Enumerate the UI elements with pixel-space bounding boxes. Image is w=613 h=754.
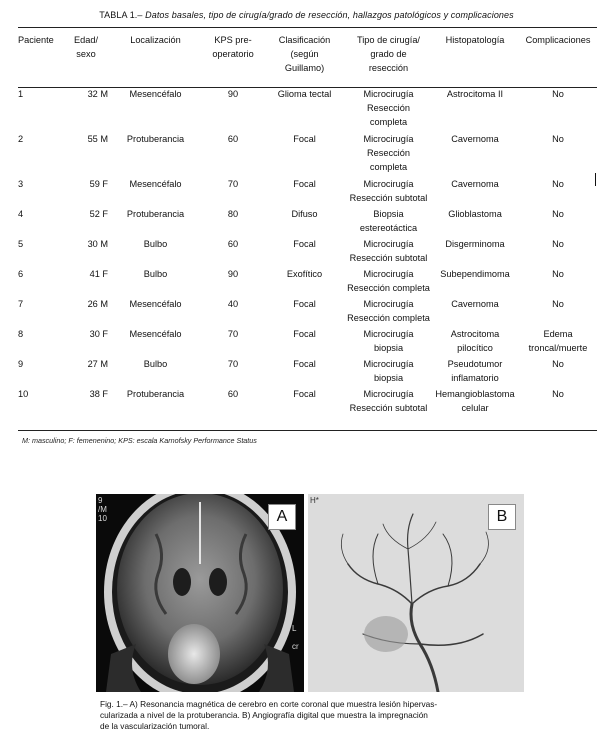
cell-tipo-cirugia: Microcirugía Resección completa	[347, 269, 430, 293]
cell-clasificacion: Focal	[293, 239, 316, 249]
text-cursor-mark	[595, 173, 596, 186]
cell-tipo-cirugia: Microcirugía Resección subtotal	[349, 239, 428, 263]
cell-paciente: 7	[18, 299, 24, 309]
cell-tipo-cirugia: Microcirugía Resección completa	[347, 299, 430, 323]
cell-localizacion: Mesencéfalo	[129, 179, 182, 189]
angio-annotation: H*	[310, 496, 319, 505]
table-row	[18, 357, 597, 387]
column-header-histopatologia: Histopatología	[445, 35, 505, 45]
cell-edad-sexo: 55 M	[87, 134, 108, 144]
cell-tipo-cirugia: Microcirugía Resección completa	[363, 134, 414, 172]
mri-image	[96, 494, 304, 692]
table-title	[0, 10, 613, 20]
cell-localizacion: Bulbo	[143, 269, 168, 279]
cell-complicaciones: No	[552, 239, 564, 249]
cell-tipo-cirugia: Microcirugía Resección subtotal	[349, 389, 428, 413]
cell-complicaciones: No	[552, 299, 564, 309]
cell-histopatologia: Disgerminoma	[445, 239, 505, 249]
table-bottom-rule	[18, 430, 597, 431]
cell-localizacion: Mesencéfalo	[129, 299, 182, 309]
cell-edad-sexo: 41 F	[89, 269, 108, 279]
cell-clasificacion: Difuso	[291, 209, 318, 219]
column-header-localizacion: Localización	[130, 35, 181, 45]
cell-localizacion: Mesencéfalo	[129, 89, 182, 99]
cell-complicaciones: No	[552, 89, 564, 99]
cell-edad-sexo: 32 M	[87, 89, 108, 99]
cell-complicaciones: No	[552, 209, 564, 219]
cell-kps: 70	[227, 359, 239, 369]
cell-clasificacion: Focal	[293, 389, 316, 399]
cell-paciente: 8	[18, 329, 24, 339]
cell-edad-sexo: 59 F	[89, 179, 108, 189]
column-header-paciente: Paciente	[18, 35, 54, 45]
table-row	[18, 132, 597, 177]
table-row	[18, 87, 597, 132]
angiography-image	[308, 494, 524, 692]
cell-histopatologia: Cavernoma	[451, 179, 499, 189]
cell-histopatologia: Subependimoma	[440, 269, 510, 279]
column-header-kps: KPS pre- operatorio	[212, 35, 254, 59]
cell-histopatologia: Cavernoma	[451, 134, 499, 144]
cell-complicaciones: No	[552, 134, 564, 144]
cell-localizacion: Mesencéfalo	[129, 329, 182, 339]
cell-edad-sexo: 30 F	[89, 329, 108, 339]
cell-kps: 60	[227, 389, 239, 399]
table-header-row	[18, 33, 597, 87]
column-header-clasificacion: Clasificación (según Guillamo)	[278, 35, 331, 73]
column-header-tipo-cirugia: Tipo de cirugía/ grado de resección	[357, 35, 420, 73]
scan-side-label-2: cr	[292, 642, 299, 651]
caption-line: Fig. 1.– A) Resonancia magnética de cerebro en corte coronal que muestra lesión hipervas-	[100, 699, 438, 709]
cell-clasificacion: Glioma tectal	[277, 89, 332, 99]
cell-paciente: 6	[18, 269, 24, 279]
cell-paciente: 4	[18, 209, 24, 219]
cell-edad-sexo: 52 F	[89, 209, 108, 219]
cell-clasificacion: Focal	[293, 299, 316, 309]
cell-histopatologia: Pseudotumor inflamatorio	[447, 359, 503, 383]
cell-edad-sexo: 30 M	[87, 239, 108, 249]
cell-histopatologia: Hemangioblastoma celular	[435, 389, 515, 413]
data-table	[18, 33, 597, 415]
cell-clasificacion: Focal	[293, 359, 316, 369]
table-row	[18, 237, 597, 267]
cell-histopatologia: Glioblastoma	[448, 209, 502, 219]
caption-line: cularizada a nivel de la protuberancia. B) Angiografía digital que muestra la impregnación	[100, 710, 428, 720]
cell-edad-sexo: 26 M	[87, 299, 108, 309]
cell-paciente: 9	[18, 359, 24, 369]
cell-clasificacion: Focal	[293, 179, 316, 189]
cell-tipo-cirugia: Microcirugía biopsia	[363, 359, 414, 383]
cell-paciente: 3	[18, 179, 24, 189]
cell-kps: 70	[227, 179, 239, 189]
cell-tipo-cirugia: Microcirugía biopsia	[363, 329, 414, 353]
figure	[96, 494, 524, 694]
panel-b-label: B	[488, 504, 516, 530]
table-body	[18, 87, 597, 415]
table-footnote: M: masculino; F: femenenino; KPS: escala Karnofsky Performance Status	[22, 436, 257, 445]
cell-paciente: 2	[18, 134, 24, 144]
cell-kps: 70	[227, 329, 239, 339]
cell-clasificacion: Focal	[293, 134, 316, 144]
caption-line: de la vascularización tumoral.	[100, 721, 210, 731]
cell-complicaciones: No	[552, 389, 564, 399]
cell-edad-sexo: 27 M	[87, 359, 108, 369]
cell-localizacion: Protuberancia	[126, 209, 185, 219]
table-row	[18, 297, 597, 327]
cell-histopatologia: Cavernoma	[451, 299, 499, 309]
cell-localizacion: Protuberancia	[126, 134, 185, 144]
cell-histopatologia: Astrocitoma pilocítico	[450, 329, 500, 353]
cell-localizacion: Protuberancia	[126, 389, 185, 399]
column-header-edad-sexo: Edad/ sexo	[73, 35, 98, 59]
cell-complicaciones: No	[552, 359, 564, 369]
table-row	[18, 387, 597, 415]
table-top-rule	[18, 27, 597, 28]
table-row	[18, 267, 597, 297]
table-row	[18, 177, 597, 207]
cell-kps: 90	[227, 89, 239, 99]
cell-complicaciones: No	[552, 179, 564, 189]
cell-tipo-cirugia: Microcirugía Resección completa	[363, 89, 414, 127]
cell-tipo-cirugia: Biopsia estereotáctica	[359, 209, 418, 233]
cell-complicaciones: No	[552, 269, 564, 279]
column-header-complicaciones: Complicaciones	[525, 35, 591, 45]
cell-kps: 80	[227, 209, 239, 219]
cell-kps: 60	[227, 239, 239, 249]
panel-a-label: A	[268, 504, 296, 530]
table-row	[18, 207, 597, 237]
table-title-text: Datos basales, tipo de cirugía/grado de resección, hallazgos patológicos y complicaciones	[145, 10, 514, 20]
table-row	[18, 327, 597, 357]
cell-kps: 40	[227, 299, 239, 309]
cell-edad-sexo: 38 F	[89, 389, 108, 399]
cell-clasificacion: Focal	[293, 329, 316, 339]
cell-tipo-cirugia: Microcirugía Resección subtotal	[349, 179, 428, 203]
cell-histopatologia: Astrocitoma II	[446, 89, 504, 99]
cell-clasificacion: Exofítico	[286, 269, 323, 279]
figure-caption	[100, 699, 518, 732]
table-title-lead: TABLA 1.–	[99, 10, 143, 20]
cell-kps: 90	[227, 269, 239, 279]
cell-paciente: 5	[18, 239, 24, 249]
scan-annotation: 9 /M 10	[98, 496, 107, 523]
cell-paciente: 10	[18, 389, 29, 399]
scan-side-label: L	[292, 624, 297, 633]
cell-complicaciones: Edema troncal/muerte	[528, 329, 588, 353]
cell-localizacion: Bulbo	[143, 239, 168, 249]
cell-kps: 60	[227, 134, 239, 144]
cell-paciente: 1	[18, 89, 24, 99]
cell-localizacion: Bulbo	[143, 359, 168, 369]
